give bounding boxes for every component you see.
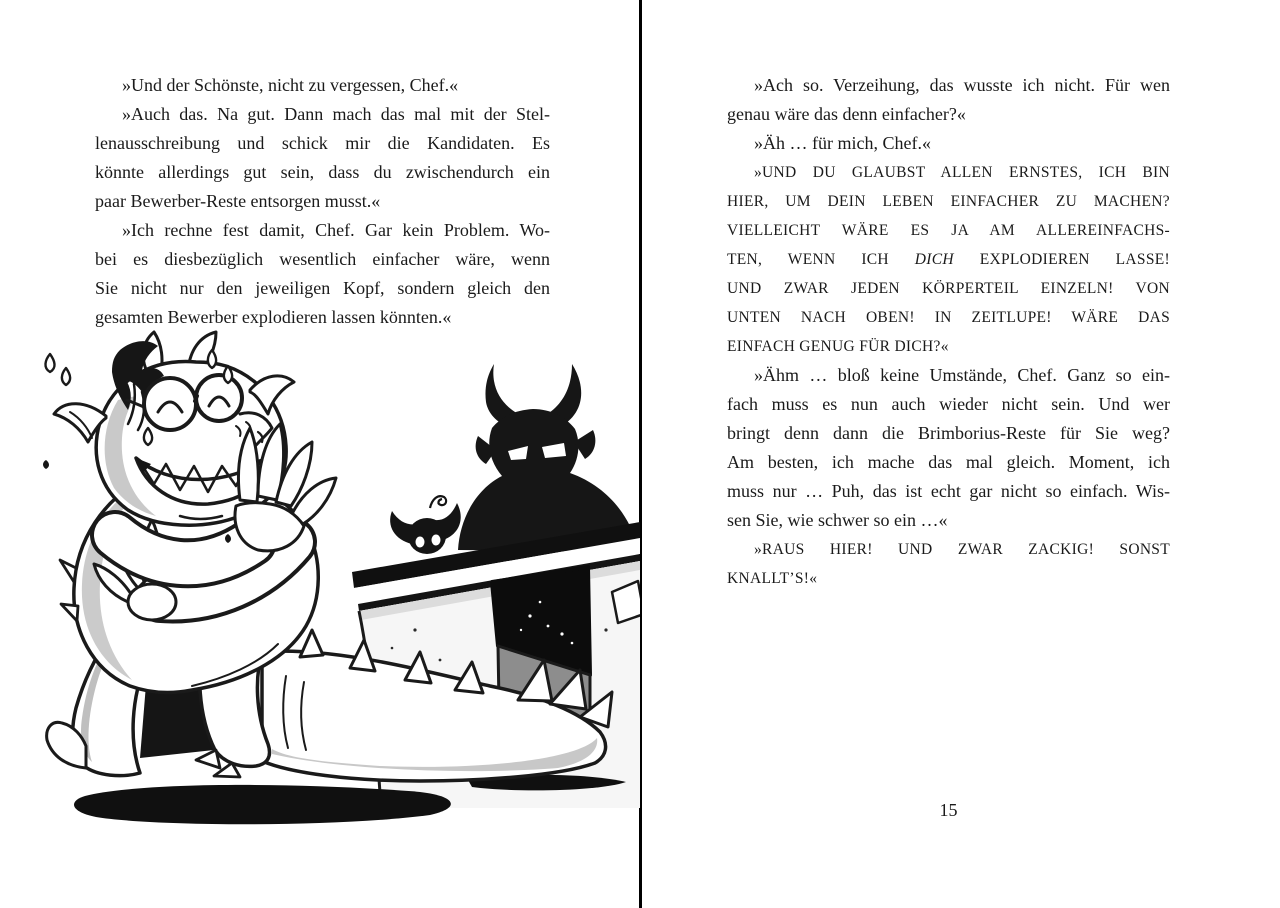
- paragraph: [727, 361, 1170, 535]
- text-line: genau wäre das denn einfacher?«: [727, 104, 966, 124]
- imp-antenna-icon: [430, 496, 446, 508]
- paragraph: [95, 216, 550, 332]
- text-line: HIER, UM DEIN LEBEN EINFACHER ZU MACHEN?: [727, 193, 1170, 210]
- text-line: fach muss es nun auch wieder nicht sein. Und wer: [727, 394, 1170, 414]
- text-line: »RAUS HIER! UND ZWAR ZACKIG! SONST: [754, 541, 1170, 558]
- text-line: EINFACH GENUG FÜR DICH?«: [727, 338, 949, 355]
- text-line: Am besten, ich mache das mal gleich. Moment, ich: [727, 452, 1170, 472]
- text-line: »UND DU GLAUBST ALLEN ERNSTES, ICH BIN: [754, 164, 1170, 181]
- text-line: paar Bewerber-Reste entsorgen musst.«: [95, 191, 381, 211]
- text-line: »Ach so. Verzeihung, das wusste ich nicht. Für wen: [754, 75, 1170, 95]
- monster-upper-arm: [115, 535, 252, 563]
- text-line: »Ich rechne fest damit, Chef. Gar kein Problem. Wo-: [122, 220, 550, 240]
- paragraph: [95, 71, 550, 100]
- imp-left-eye-icon: [416, 537, 425, 548]
- left-page: [0, 0, 639, 908]
- imp: [390, 496, 461, 554]
- boss-demon-silhouette: [458, 364, 640, 552]
- text-line: lenausschreibung und schick mir die Kandidaten. Es: [95, 133, 550, 153]
- text-line: »Ähm … bloß keine Umstände, Chef. Ganz so ein-: [754, 365, 1170, 385]
- paragraph: [727, 158, 1170, 361]
- text-line: muss nur … Puh, das ist echt gar nicht so einfach. Wis-: [727, 481, 1170, 501]
- text-line: sen Sie, wie schwer so ein …«: [727, 510, 948, 530]
- text-line: UND ZWAR JEDEN KÖRPERTEIL EINZELN! VON: [727, 280, 1170, 297]
- paragraph: [727, 71, 1170, 129]
- text-line: gesamten Bewerber explodieren lassen könnten.«: [95, 307, 452, 327]
- text-line: TEN, WENN ICH DICH EXPLODIEREN LASSE!: [727, 251, 1170, 268]
- monster-illustration: [0, 330, 640, 842]
- page-number: 15: [939, 800, 958, 820]
- paragraph: [727, 535, 1170, 593]
- text-line: UNTEN NACH OBEN! IN ZEITLUPE! WÄRE DAS: [727, 309, 1170, 326]
- text-line: VIELLEICHT WÄRE ES JA AM ALLEREINFACHS-: [727, 222, 1170, 239]
- left-page-text: [95, 71, 550, 332]
- text-line: »Und der Schönste, nicht zu vergessen, Chef.«: [122, 75, 459, 95]
- text-line: »Äh … für mich, Chef.«: [754, 133, 931, 153]
- text-line: könnte allerdings gut sein, dass du zwischendurch ein: [95, 162, 550, 182]
- text-line: Sie nicht nur den jeweiligen Kopf, sondern gleich den: [95, 278, 550, 298]
- paragraph: [727, 129, 1170, 158]
- right-page-text: [727, 71, 1170, 593]
- imp-right-eye-icon: [432, 535, 441, 546]
- floor-shadow: [74, 785, 451, 824]
- text-line: KNALLT’S!«: [727, 570, 818, 587]
- text-line: bringt denn dann die Brimborius-Reste für Sie weg?: [727, 423, 1170, 443]
- paragraph: [95, 100, 550, 216]
- text-line: »Auch das. Na gut. Dann mach das mal mit der Stel-: [122, 104, 550, 124]
- right-page: [642, 0, 1280, 908]
- text-line: bei es diesbezüglich wesentlich einfacher wäre, wenn: [95, 249, 550, 269]
- imp-body: [408, 518, 446, 554]
